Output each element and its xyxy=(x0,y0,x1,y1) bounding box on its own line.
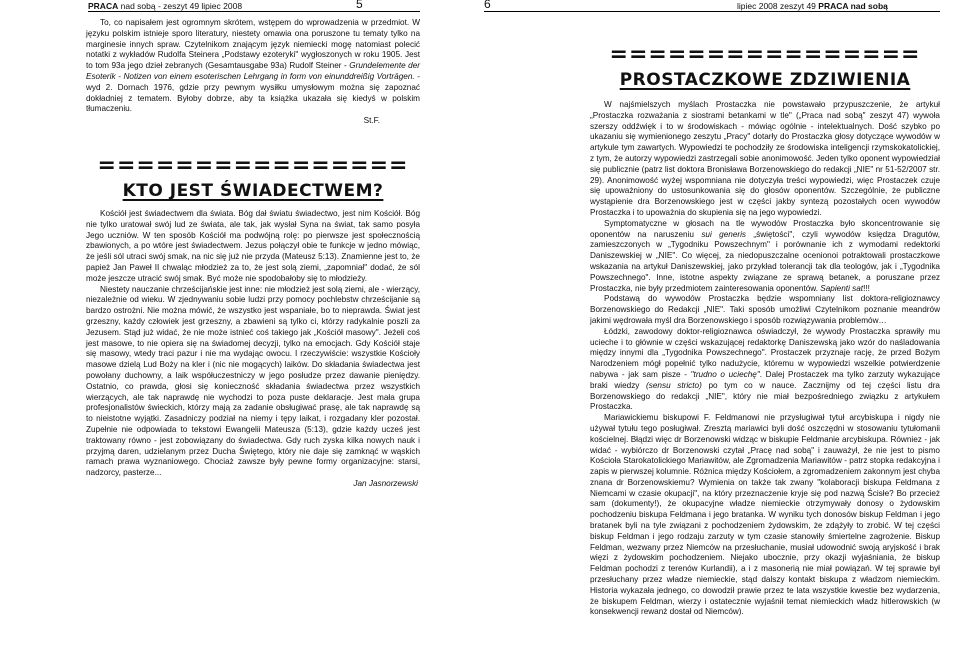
left-header-rule xyxy=(88,11,420,12)
right-running-head xyxy=(484,0,940,12)
left-decorative-rule: ================ xyxy=(97,152,409,178)
intro-section xyxy=(86,18,420,127)
right-page xyxy=(480,0,960,649)
right-running-title: lipiec 2008 zeszyt 49 PRACA nad sobą xyxy=(737,1,888,11)
left-page-number: 5 xyxy=(356,0,363,11)
left-article-body xyxy=(86,209,420,490)
left-article-signature: Jan Jasnorzewski xyxy=(353,478,418,488)
right-paragraph-2: Symptomatyczne w głosach na tle wywodów Prostaczka było skoncentrowanie się oponentów na naruszeniu sui generis „świętości", czyli wywodów księdza Dragutów, zamieszczonych w „Tygodniku Powszechnym" i porównanie ich z wymodami redektorki Daniszewskiej w „NIE". Co więcej, za niedopuszczalne ocenionoi potraktowali prostaczkowe wskazania na artykuł Daniszewskiej, jako przykład tolerancji tak dla teologów, jak i „Tygodnika Powszechnego". Inne, istotne aspekty związane ze sprawą betanek, a poruszane przez Prostaczka, nie były przedmiotem zainteresowania oponentów. Sapienti sat!!! xyxy=(590,218,940,293)
right-paragraph-5: Mariawickiemu biskupowi F. Feldmanowi nie przysługiwał tytuł arcybiskupa i nigdy nie używał tytułu tego posługiwał. Zresztą mariawici byli dość oszczędni w stosowaniu tytułomanii kościelnej. Błądzi więc dr Borzenowski widząc w biskupie Feldmanie arcybiskupa. Równiez - jak widać - wybiórczo dr Borzenowski czytał „Pracę nad sobą" i zauważył, że nie jest to pismo Kościoła Starokatolickiego Mariawitów, ale Zgromadzenia Mariawitów - patrz stopka redakcyjna i zapis w pierwszej kolumnie. Różnica między Kościołem, a zgromadzeniem zakonnym jest chyba znana dr Borzenowskiemu? Wymienia on także tak zwany "kolaboracji biskupa Feldmana z Niemcami w czasie okupacji", na który przeznaczenie kryje się pod nazwą Ścisłe? Bo przecież sam (dokumenty!), że okupacyjne władze niemieckie otrzymywały donosy o żydowskim pochodzeniu biskupa Feldmana i jego bratanka. W wyniku tych donosów biskup Feldman i jego bratanek byli na tyle związani z pochodzeniem żydowskim, że zdążyły to zrobić. W tej części biskup Feldman i jego rodzaju zarzuty w tym czasie stanowiły śmiertelne zagrożenie. Biskup Feldman, wezwany przez Niemców na przesłuchanie, musiał udowodnić swoją aryjskość i brak więzi z żydowskim pochodzeniem. Niejako ubocznie, przy okazji wyjaśniania, że biskup Feldman pochodzi z terenów Kurlandii), a i z masonerią nie miał powiązań. W tej sprawie był przesłuchany przez władze niemieckie, stąd dalszy kontakt biskupa z władzom niemieckim. Historia wykazała jednego, co dowodził prawie przez te lata wszystkie kwestie bez wydarzenia, że biskupem Feldman, wierzy i ostatecznie wyjaśnił temat niemieckich władz hitlerowskich (w konsekwencji rewanż dostał od Niemców). xyxy=(590,413,940,617)
right-paragraph-4: Łódzki, zawodowy doktor-religioznawca oświadczył, że wywody Prostaczka sprawiły mu ucieche i to głównie w części wskazującej redaktorkę Daniszewską jako wzór do naśladowania między innymi dla „Tygodnika Powszechnego". Prostaczek przyznaje rację, że przed Bożym Narodzeniem mógł popełnić tylko nadużycie, któremu w wypowiedzi wszelkie potwierdzenie nabywa - jak sam pisze - "trudno o uciechę". Dalej Prostaczek ma tylko zarzuty wykazujące braki wiedzy (sensu stricto) po tym co w nauce. Zacznijmy od tej części listu dra Borzenowskiego do redakcji „NIE", który nie miał bezpośredniego związku z artykułem Prostaczka. xyxy=(590,326,940,412)
right-article-title: PROSTACZKOWE ZDZIWIENIA xyxy=(619,70,911,90)
right-paragraph-3: Podstawą do wywodów Prostaczka będzie wspomniany list doktora-religioznawcy Borzenowskiego do Redakcji „NIE". Taki sposób umożliwi Czytelnikom poznanie meandrów jakimi wędrowała myśl dra Borzenowskiego i sposób rozwiązywania problemów… xyxy=(590,294,940,325)
left-paragraph-1: Kościół jest świadectwem dla świata. Bóg dał światu świadectwo, jest nim Kościół. Bóg nie tylko uratował swój lud ze świata, ale tak, jak wysłał Syna na świat, tak samo posyła Jego uczniów. W ten sposób Kościół ma podwójną rolę: po pierwsze jest społecznością zbawionych, a po wtóre jest świadectwem. Jezus połączył obie te funkcje w jedno mówiąc, że jeśli sól utraci swój smak, na nic się już nie przyda (Mateusz 5:13). Znamienne jest to, że papież Jan Paweł II chwaląc młodzież za to, że jest solą ziemi, „zapomniał" dodać, że sól może jeszcze utracić swój smak. Być może nie spodobałoby się to młodzieży. xyxy=(86,208,420,283)
intro-paragraph: To, co napisałem jest ogromnym skrótem, wstępem do wprowadzenia w przedmiot. W języku polskim istnieje sporo literatury, niestety omawia ona poruszone tu tematy tylko na marginesie innych spraw. Czytelnikom znającym język niemiecki mogę natomiast polecić notatki z wykładów Rudolfa Steinera „Podstawy ezoteryki" wygłoszonych w roku 1905. Jest to tom 93a jego dzieł zebranych (Gesamtausgabe 93a) Rudolf Steiner - Grundelemente der Esoterik - Notizen von einem esoterischen Lehrgang in form von einunddreißig Vorträgen. - wyd 2. Dornach 1976, gdzie przy pewnym wysiłku umysłowym można się zapoznać dokładniej z tematem. Byłoby dobrze, aby ta książka ukazała się kiedyś w polskim tłumaczeniu. xyxy=(86,18,421,114)
right-article-body xyxy=(590,100,940,618)
right-paragraph-1: W najśmielszych myślach Prostaczka nie powstawało przypuszczenie, że artykuł „Prostaczka rozważania z siostrami betankami w tle" („Praca nad sobą" zeszyt 47) wywoła szerszy oddźwięk i to w środowiskach - mówiąc ogólnie - intelektualnych. Dość szybko po ukazaniu się wymienionego zeszytu „Pracy" dotarły do Prostaczka głosy dotyczące wywodów w artykule tym zawartych. Wypowiedzi te pochodziły ze środowiska inteligencji rzymskokatolickiej, z tym, że autorzy wypowiedzi zastrzegali sobie anonimowość. Jeden tylko oponent wypowiedział się publicznie (patrz list doktora Bronisława Borzenowskiego do redakcji „NIE" nr 51-52/2007 str. 29). Anonimowość wyżej wspomniana nie dotyczyła treści wypowiedzi, więc Prostaczek czuje się upoważniony do ustosunkowania się do głosów oponentów. Szczególnie, że publiczne wystąpienie dra Borzenowskiego jest w części jakby syntezą pozostałych ocen wywodów Prostaczka i to upoważnia do skupienia się na jego wypowiedzi. xyxy=(590,100,940,217)
left-paragraph-2: Niestety nauczanie chrześcijańskie jest inne: nie młodzież jest solą ziemi, ale - wierzący, niezależnie od wieku. W zjednywaniu sobie ludzi przy pomocy pochlebstw chrześcijanie są bardzo ostrożni. Nie można mówić, że wszystko jest wspaniałe, bo to nieprawda. Świat jest grzeszny, każdy człowiek jest grzeszny, a zbawieni są tylko ci, którzy radykalnie poszli za Jezusem. Stąd już widać, że nie może istnieć coś takiego jak „Kościół masowy". Jeżeli coś jest masowe, to nie opiera się na świadomej decyzji, tylko na emocjach. Gdy Kościół staje się masowy, wtedy traci pazur i nie ma wydając owocu. I rzeczywiście: wszystkie Kościoły masowe dzielą Lud Boży na kler i (nic nie mogących) laików. Do składania świadectwa jest powołany duchowny, a laik współuczestniczy w jego posłudze przez dawanie pieniędzy. Ostatnio, co prawda, głosi się konieczność składania świadectwa przez wszystkich wierzących, ale tak naprawdę nie wychodzi to poza puste deklaracje. Jest mała grupa profesjonalistów świeckich, którzy mają za zadanie obsługiwać prasę, ale tak naprawdę są to nieistotne wyjątki. Zasadniczy podział na niemy i tępy laikat, i rozgadany kler pozostał. Zupełnie nie odpowiada to tekstowi Ewangelii Mateusza (5:13), gdzie każdy ucześ jest traktowany równo - jest zobowiązany do świadectwa. Gdy ruch zyska kilka nowych nauk i przyjmą daren, udzielanym przez Ducha Świętego, który nie daje się zamknąć w wąskich ramach prawa wyznaniowego. Chociaż zawsze były pewne formy organizacyjne: starsi, nadzorcy, pasterze... xyxy=(86,284,420,478)
left-article-title: KTO JEST ŚWIADECTWEM? xyxy=(122,180,384,201)
right-header-rule xyxy=(484,11,940,12)
left-running-head xyxy=(86,0,420,12)
intro-signature: St.F. xyxy=(363,116,380,126)
left-running-title: PRACA nad sobą - zeszyt 49 lipiec 2008 xyxy=(88,1,243,11)
right-page-number: 6 xyxy=(484,0,491,11)
right-decorative-rule: ================ xyxy=(609,42,921,67)
